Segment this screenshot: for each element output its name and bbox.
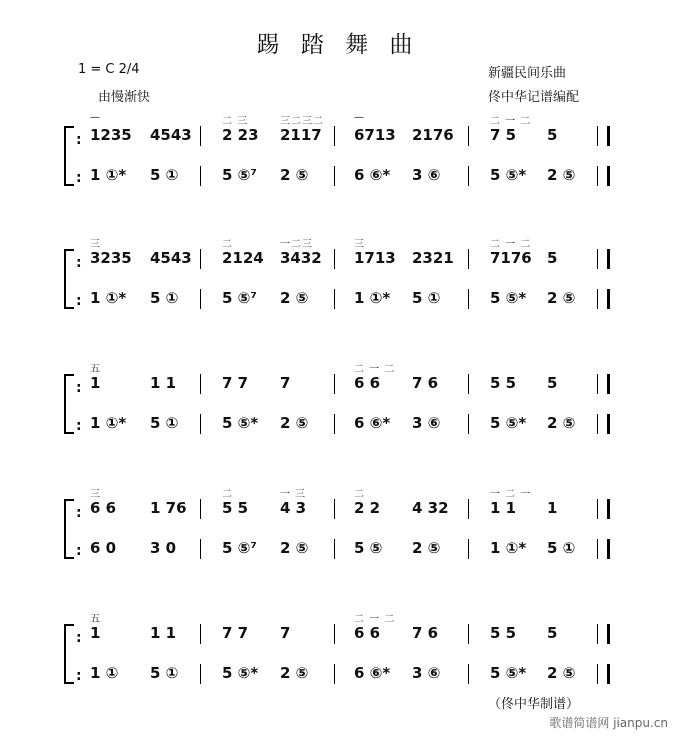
fingering-mark: 二: [222, 239, 233, 250]
bar-line: [200, 249, 201, 269]
bar-line: [334, 249, 335, 269]
score-system: [62, 485, 622, 565]
bar-line: [334, 499, 335, 519]
upper-note-group: 2321: [412, 249, 454, 267]
bar-line: [468, 539, 469, 559]
lower-note-group: 2 ⑤: [547, 414, 576, 432]
bar-line: [597, 624, 598, 644]
bar-line: [468, 249, 469, 269]
bar-line: [597, 539, 598, 559]
arranger-label: 佟中华记谱编配: [488, 90, 580, 105]
bar-line: [200, 664, 201, 684]
lower-note-group: 5 ⑤*: [490, 664, 527, 682]
score-system: [62, 235, 622, 315]
lower-note-group: 2 ⑤: [280, 166, 309, 184]
bar-line: [597, 126, 598, 146]
upper-note-group: 1235: [90, 126, 132, 144]
tempo-marking: 由慢渐快: [98, 90, 151, 105]
upper-note-group: 7176: [490, 249, 532, 267]
repeat-start-sign: :: [76, 132, 82, 148]
fingering-mark: 三: [354, 239, 365, 250]
bar-line: [597, 664, 598, 684]
bar-line: [334, 166, 335, 186]
upper-note-group: 1: [90, 374, 101, 392]
lower-note-group: 2 ⑤: [280, 539, 309, 557]
lower-note-group: 1 ①*: [354, 289, 391, 307]
upper-note-group: 6713: [354, 126, 396, 144]
lower-note-group: 2 ⑤: [547, 289, 576, 307]
upper-note-group: 1: [90, 624, 101, 642]
fingering-mark: 二 三: [222, 116, 249, 127]
bar-line: [597, 499, 598, 519]
fingering-mark: 二: [354, 489, 365, 500]
upper-note-group: 5 5: [490, 624, 517, 642]
bar-line: [200, 499, 201, 519]
upper-note-group: 7 5: [490, 126, 517, 144]
fingering-mark: 一二三: [280, 239, 313, 250]
lower-note-group: 2 ⑤: [280, 289, 309, 307]
lower-note-group: 5 ⑤*: [490, 414, 527, 432]
repeat-start-sign: :: [76, 543, 82, 559]
lower-note-group: 6 ⑥*: [354, 664, 391, 682]
bar-line: [468, 166, 469, 186]
bar-line: [334, 289, 335, 309]
repeat-start-sign: :: [76, 293, 82, 309]
upper-note-group: 2 2: [354, 499, 381, 517]
lower-note-group: 5 ⑤⁷: [222, 289, 257, 307]
repeat-end-bar: [607, 624, 610, 644]
bar-line: [468, 414, 469, 434]
upper-note-group: 2124: [222, 249, 264, 267]
upper-note-group: 4543: [150, 249, 192, 267]
fingering-mark: 五: [90, 364, 101, 375]
fingering-mark: —: [354, 112, 365, 123]
repeat-end-bar: [607, 664, 610, 684]
fingering-mark: 三: [90, 489, 101, 500]
bar-line: [334, 374, 335, 394]
upper-note-group: 6 6: [354, 624, 381, 642]
repeat-end-bar: [607, 414, 610, 434]
bar-line: [597, 249, 598, 269]
repeat-end-bar: [607, 289, 610, 309]
fingering-mark: 二 一 二: [354, 364, 396, 375]
score-system: [62, 360, 622, 440]
bar-line: [468, 624, 469, 644]
upper-note-group: 2 23: [222, 126, 259, 144]
bar-line: [200, 166, 201, 186]
upper-note-group: 7 6: [412, 624, 439, 642]
lower-note-group: 1 ①: [90, 664, 119, 682]
bar-line: [468, 289, 469, 309]
upper-note-group: 7: [280, 374, 291, 392]
score-system: [62, 112, 622, 192]
lower-note-group: 1 ①*: [90, 166, 127, 184]
lower-note-group: 2 ⑤: [280, 414, 309, 432]
fingering-mark: 二 一 二: [354, 614, 396, 625]
lower-note-group: 2 ⑤: [412, 539, 441, 557]
upper-note-group: 5: [547, 374, 558, 392]
upper-note-group: 4 3: [280, 499, 307, 517]
repeat-end-bar: [607, 374, 610, 394]
bar-line: [200, 126, 201, 146]
lower-note-group: 5 ①: [150, 166, 179, 184]
upper-note-group: 1 1: [150, 624, 177, 642]
lower-note-group: 5 ⑤*: [222, 414, 259, 432]
bar-line: [468, 499, 469, 519]
lower-note-group: 5 ①: [150, 289, 179, 307]
system-brace: [64, 499, 74, 559]
source-label: 新疆民间乐曲: [488, 66, 567, 81]
bar-line: [334, 664, 335, 684]
upper-note-group: 4 32: [412, 499, 449, 517]
fingering-mark: 二 一 二: [490, 239, 532, 250]
lower-note-group: 1 ①*: [490, 539, 527, 557]
upper-note-group: 3235: [90, 249, 132, 267]
lower-note-group: 5 ⑤*: [490, 289, 527, 307]
lower-note-group: 5 ⑤: [354, 539, 383, 557]
lower-note-group: 5 ⑤*: [490, 166, 527, 184]
bar-line: [200, 374, 201, 394]
upper-note-group: 5: [547, 249, 558, 267]
bar-line: [334, 624, 335, 644]
upper-note-group: 5 5: [490, 374, 517, 392]
lower-note-group: 1 ①*: [90, 414, 127, 432]
upper-note-group: 1713: [354, 249, 396, 267]
bar-line: [597, 374, 598, 394]
upper-note-group: 3432: [280, 249, 322, 267]
upper-note-group: 6 6: [90, 499, 117, 517]
repeat-start-sign: :: [76, 630, 82, 646]
fingering-mark: 三: [90, 239, 101, 250]
lower-note-group: 3 ⑥: [412, 414, 441, 432]
lower-note-group: 3 ⑥: [412, 664, 441, 682]
fingering-mark: 一 二 一: [490, 489, 532, 500]
repeat-end-bar: [607, 166, 610, 186]
upper-note-group: 5: [547, 624, 558, 642]
bar-line: [200, 539, 201, 559]
credit-line: （佟中华制谱）: [488, 697, 580, 712]
lower-note-group: 3 0: [150, 539, 177, 557]
repeat-end-bar: [607, 539, 610, 559]
lower-note-group: 6 ⑥*: [354, 166, 391, 184]
bar-line: [200, 624, 201, 644]
upper-note-group: 5 5: [222, 499, 249, 517]
system-brace: [64, 624, 74, 684]
bar-line: [334, 539, 335, 559]
repeat-end-bar: [607, 126, 610, 146]
repeat-start-sign: :: [76, 418, 82, 434]
lower-note-group: 5 ①: [412, 289, 441, 307]
lower-note-group: 2 ⑤: [547, 166, 576, 184]
bar-line: [200, 289, 201, 309]
upper-note-group: 2117: [280, 126, 322, 144]
bar-line: [468, 374, 469, 394]
lower-note-group: 5 ①: [547, 539, 576, 557]
lower-note-group: 5 ⑤⁷: [222, 166, 257, 184]
lower-note-group: 6 0: [90, 539, 117, 557]
repeat-start-sign: :: [76, 380, 82, 396]
lower-note-group: 6 ⑥*: [354, 414, 391, 432]
system-brace: [64, 126, 74, 186]
repeat-start-sign: :: [76, 255, 82, 271]
repeat-start-sign: :: [76, 505, 82, 521]
upper-note-group: 7: [280, 624, 291, 642]
lower-note-group: 1 ①*: [90, 289, 127, 307]
upper-note-group: 7 7: [222, 374, 249, 392]
bar-line: [597, 166, 598, 186]
key-time-signature: 1 = C 2/4: [78, 62, 140, 77]
lower-note-group: 5 ⑤⁷: [222, 539, 257, 557]
system-brace: [64, 374, 74, 434]
watermark: 歌谱简谱网 jianpu.cn: [549, 716, 668, 730]
bar-line: [597, 289, 598, 309]
fingering-mark: 三二三二: [280, 116, 324, 127]
fingering-mark: 二 一 二: [490, 116, 532, 127]
lower-note-group: 3 ⑥: [412, 166, 441, 184]
upper-note-group: 6 6: [354, 374, 381, 392]
upper-note-group: 7 7: [222, 624, 249, 642]
upper-note-group: 1 1: [490, 499, 517, 517]
bar-line: [597, 414, 598, 434]
upper-note-group: 1 1: [150, 374, 177, 392]
upper-note-group: 1: [547, 499, 558, 517]
repeat-start-sign: :: [76, 668, 82, 684]
upper-note-group: 2176: [412, 126, 454, 144]
bar-line: [334, 414, 335, 434]
lower-note-group: 5 ①: [150, 414, 179, 432]
upper-note-group: 1 76: [150, 499, 187, 517]
bar-line: [334, 126, 335, 146]
fingering-mark: 五: [90, 614, 101, 625]
score-system: [62, 610, 622, 690]
fingering-mark: 一 三: [280, 489, 307, 500]
upper-note-group: 4543: [150, 126, 192, 144]
repeat-end-bar: [607, 499, 610, 519]
system-brace: [64, 249, 74, 309]
repeat-end-bar: [607, 249, 610, 269]
bar-line: [468, 126, 469, 146]
lower-note-group: 5 ⑤*: [222, 664, 259, 682]
upper-note-group: 5: [547, 126, 558, 144]
fingering-mark: 二: [222, 489, 233, 500]
upper-note-group: 7 6: [412, 374, 439, 392]
repeat-start-sign: :: [76, 170, 82, 186]
lower-note-group: 2 ⑤: [547, 664, 576, 682]
fingering-mark: —: [90, 112, 101, 123]
lower-note-group: 5 ①: [150, 664, 179, 682]
page-title: 踢 踏 舞 曲: [256, 32, 420, 58]
bar-line: [468, 664, 469, 684]
lower-note-group: 2 ⑤: [280, 664, 309, 682]
bar-line: [200, 414, 201, 434]
